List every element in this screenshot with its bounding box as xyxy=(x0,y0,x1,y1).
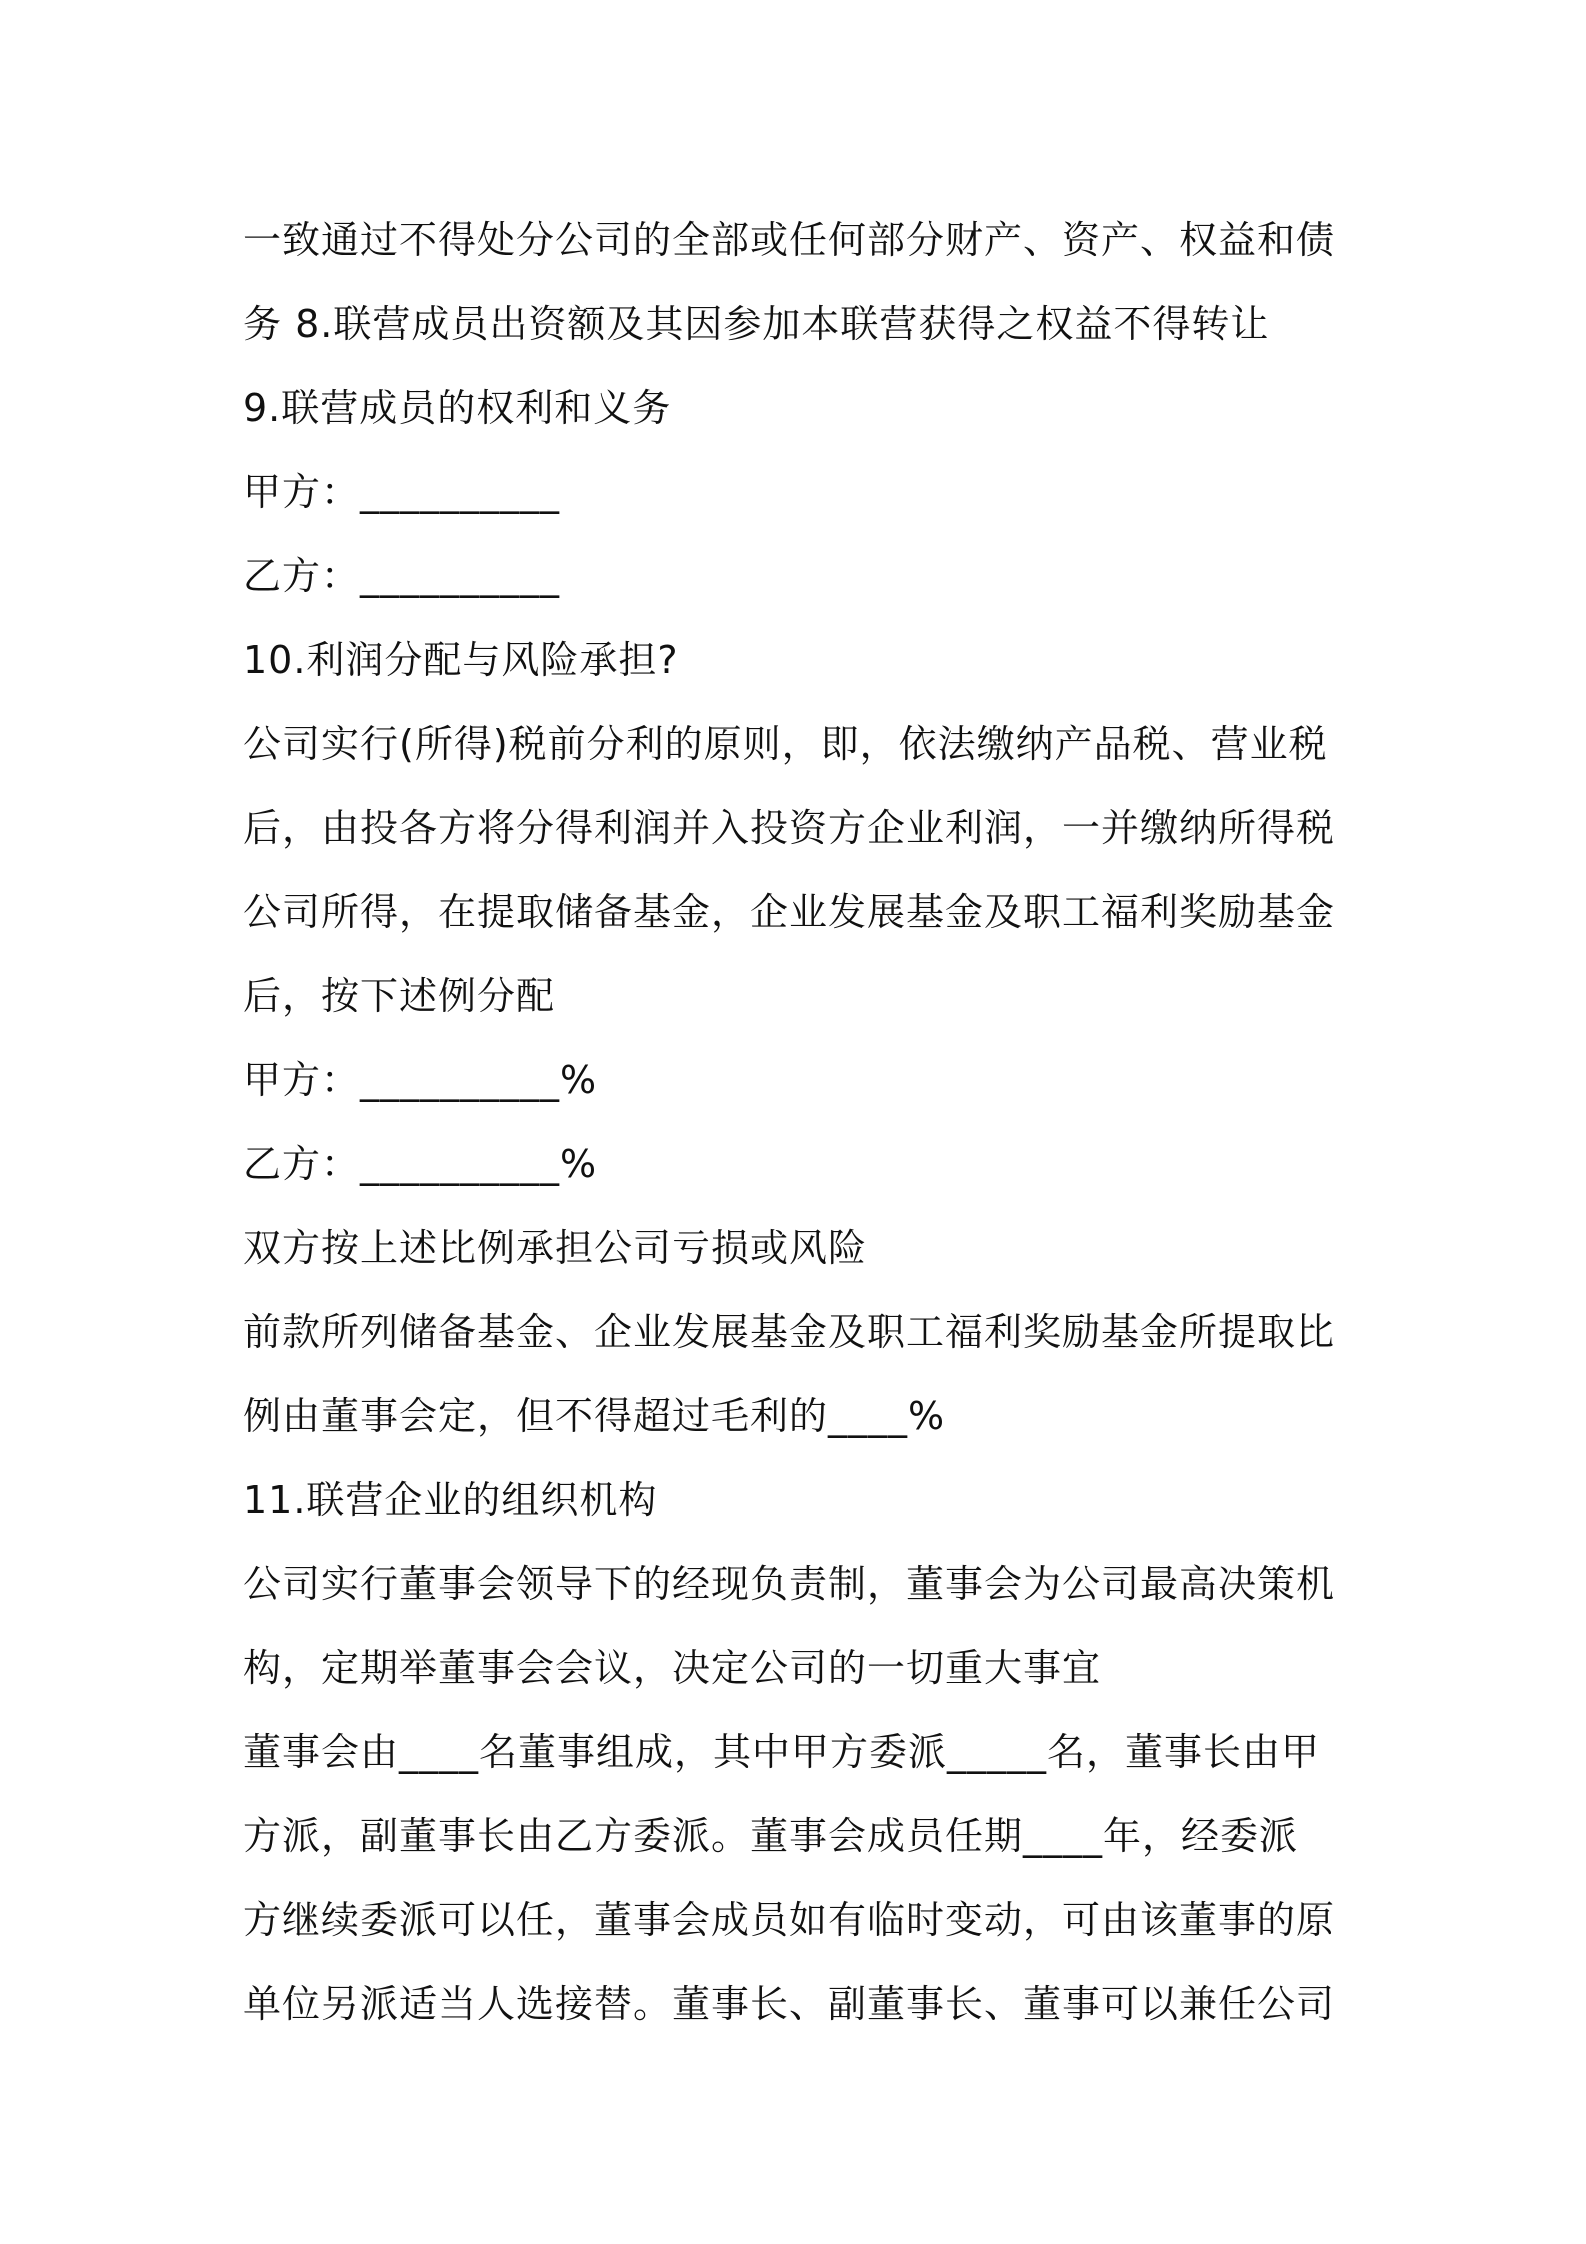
text-line: 务 8.联营成员出资额及其因参加本联营获得之权益不得转让 xyxy=(243,302,1270,346)
text-line: 公司所得，在提取储备基金，企业发展基金及职工福利奖励基金 xyxy=(243,890,1336,934)
text-line: 公司实行(所得)税前分利的原则，即，依法缴纳产品税、营业税 xyxy=(243,722,1328,766)
text-line: 方继续委派可以任，董事会成员如有临时变动，可由该董事的原 xyxy=(243,1898,1336,1942)
section-heading: 10.利润分配与风险承担? xyxy=(243,638,679,682)
section-heading: 11.联营企业的组织机构 xyxy=(243,1478,658,1522)
section-heading: 9.联营成员的权利和义务 xyxy=(243,386,672,430)
text-line: 方派，副董事长由乙方委派。董事会成员任期____年，经委派 xyxy=(243,1814,1299,1858)
party-a-share-line: 甲方：__________% xyxy=(243,1058,598,1102)
party-b-share-line: 乙方：__________% xyxy=(243,1142,598,1186)
party-a-line: 甲方：__________ xyxy=(243,470,561,514)
text-line: 双方按上述比例承担公司亏损或风险 xyxy=(243,1226,868,1270)
text-line: 董事会由____名董事组成，其中甲方委派_____名，董事长由甲 xyxy=(243,1730,1321,1774)
text-line: 单位另派适当人选接替。董事长、副董事长、董事可以兼任公司 xyxy=(243,1982,1336,2026)
text-line: 公司实行董事会领导下的经现负责制，董事会为公司最高决策机 xyxy=(243,1562,1336,1606)
party-b-line: 乙方：__________ xyxy=(243,554,561,598)
text-line: 前款所列储备基金、企业发展基金及职工福利奖励基金所提取比 xyxy=(243,1310,1336,1354)
text-line: 一致通过不得处分公司的全部或任何部分财产、资产、权益和债 xyxy=(243,218,1336,262)
text-line: 例由董事会定，但不得超过毛利的____% xyxy=(243,1394,946,1438)
text-line: 构，定期举董事会会议，决定公司的一切重大事宜 xyxy=(243,1646,1102,1690)
document-body xyxy=(243,198,1363,2046)
text-line: 后，由投各方将分得利润并入投资方企业利润，一并缴纳所得税 xyxy=(243,806,1336,850)
text-line: 后，按下述例分配 xyxy=(243,974,556,1018)
